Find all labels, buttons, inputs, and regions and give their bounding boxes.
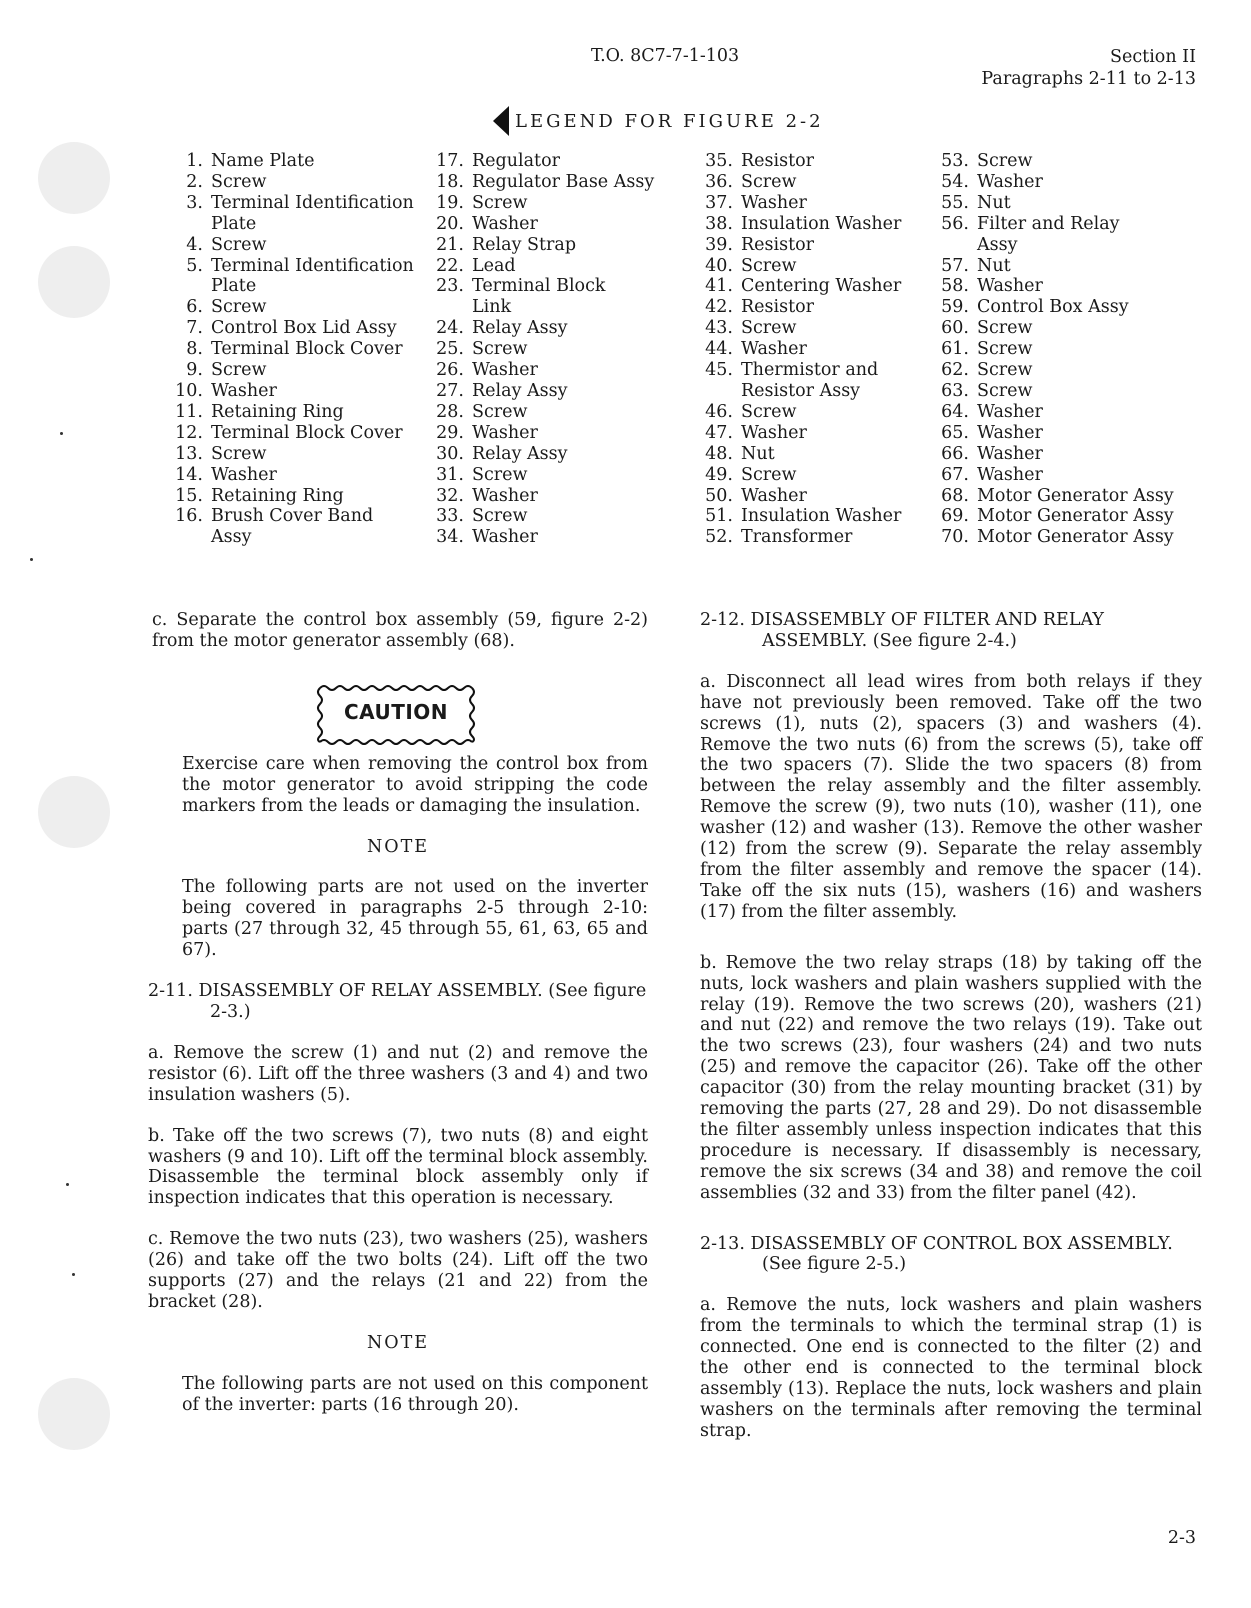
legend-item [170, 527, 414, 548]
legend-item-number: 3. [186, 192, 203, 213]
legend-item [700, 193, 901, 214]
legend-item-number [700, 381, 733, 402]
legend-item-label: Washer [741, 485, 807, 506]
legend-item-label: Washer [741, 192, 807, 213]
legend-column [431, 151, 654, 548]
legend-item [700, 444, 901, 465]
legend-item [431, 256, 654, 277]
paragraph: b. Take off the two screws (7), two nuts (8) and eight washers (9 and 10). Lift off the terminal block assembly. Disassemble the terminal block assembly only if inspection indicates that this operation is necessary. [148, 1125, 648, 1209]
legend-item-label: Assy [211, 527, 252, 548]
legend-item-label: Screw [472, 192, 528, 213]
legend-item [170, 402, 414, 423]
legend-item-number: 6. [186, 297, 203, 318]
legend-item-label: Screw [977, 360, 1033, 381]
legend-item [936, 465, 1174, 486]
legend-column [936, 151, 1174, 548]
legend-item [700, 235, 901, 256]
section-header [981, 46, 1196, 90]
legend-item-number: 32. [436, 485, 464, 506]
legend-item-number: 18. [436, 171, 464, 192]
legend-item-label: Relay Assy [472, 443, 568, 464]
legend-item-label: Screw [977, 318, 1033, 339]
legend-item-number: 30. [436, 443, 464, 464]
legend-item-number: 11. [175, 401, 203, 422]
legend-item-label: Name Plate [211, 151, 315, 171]
legend-item [170, 256, 414, 277]
legend-item-label: Terminal Identification [211, 192, 414, 213]
legend-item-number: 54. [941, 171, 969, 192]
legend-item [431, 360, 654, 381]
legend-item-number: 68. [941, 485, 969, 506]
note-title: NOTE [366, 1332, 430, 1353]
legend-item [700, 256, 901, 277]
legend-item [936, 381, 1174, 402]
note-text: The following parts are not used on the inverter being covered in paragraphs 2-5 through 2-10: parts (27 through 32, 45 through 55, 61, 63, 65 and 67). [182, 877, 648, 961]
legend-item-label: Resistor [741, 151, 815, 171]
legend-item-number: 40. [705, 255, 733, 276]
legend-item [936, 235, 1174, 256]
legend-item-label: Insulation Washer [741, 506, 902, 527]
legend-item [700, 381, 901, 402]
legend-item-label: Washer [977, 401, 1043, 422]
legend-item [936, 506, 1174, 527]
legend-item-number: 10. [175, 380, 203, 401]
legend-item-number: 34. [436, 527, 464, 548]
legend-item [170, 444, 414, 465]
section-heading-2-12: 2-12. DISASSEMBLY OF FILTER AND RELAY ASSEMBLY. (See figure 2-4.) [700, 610, 1104, 651]
legend-item-number: 45. [705, 360, 733, 381]
legend-item [431, 402, 654, 423]
legend-item-number: 15. [175, 485, 203, 506]
legend-item [170, 486, 414, 507]
legend-item [170, 465, 414, 486]
legend-item-label: Washer [472, 527, 538, 548]
legend-item-number: 8. [186, 339, 203, 360]
legend-item-number: 46. [705, 401, 733, 422]
paragraph: a. Remove the nuts, lock washers and plain washers from the terminals to which the terminal strap (1) is connected. One end is connected to the filter (2) and the other end is connected to the terminal block assembly (13). Replace the nuts, lock washers and plain washers on the terminals after removing the terminal strap. [700, 1295, 1202, 1441]
legend-item-label: Control Box Lid Assy [211, 318, 397, 339]
legend-item [431, 339, 654, 360]
legend-item-label: Screw [472, 506, 528, 527]
legend-item-number [170, 276, 203, 297]
legend-item-number: 31. [436, 464, 464, 485]
legend-column [170, 151, 414, 548]
legend-item [431, 381, 654, 402]
legend-item-label: Terminal Block [472, 276, 606, 297]
legend-item [170, 214, 414, 235]
legend-item-number: 5. [186, 255, 203, 276]
legend-item-number: 35. [705, 151, 733, 171]
legend-item-number: 23. [436, 276, 464, 297]
legend-item-label: Brush Cover Band [211, 506, 374, 527]
legend-item-label: Screw [472, 401, 528, 422]
legend-item-label: Lead [472, 255, 516, 276]
legend-item-number: 27. [436, 380, 464, 401]
legend-column [700, 151, 901, 548]
left-column [148, 610, 648, 1416]
legend-item [431, 214, 654, 235]
legend-item [170, 297, 414, 318]
legend-item-number: 44. [705, 339, 733, 360]
punch-hole [38, 776, 110, 848]
legend-item-label: Washer [472, 360, 538, 381]
legend-item [936, 444, 1174, 465]
legend-item-label: Retaining Ring [211, 401, 344, 422]
legend-item [431, 506, 654, 527]
legend-item-number [170, 214, 203, 235]
legend-item-label: Screw [211, 171, 267, 192]
legend-item-label: Motor Generator Assy [977, 506, 1174, 527]
legend-item [700, 151, 901, 172]
legend-item [700, 486, 901, 507]
legend-item-number: 65. [941, 422, 969, 443]
legend-item-number: 47. [705, 422, 733, 443]
legend-item-label: Regulator [472, 151, 560, 171]
legend-item-number [170, 527, 203, 548]
legend-item-label: Screw [977, 380, 1033, 401]
legend-item-number: 28. [436, 401, 464, 422]
legend-item [431, 318, 654, 339]
legend-item-number: 50. [705, 485, 733, 506]
legend-item-label: Washer [977, 443, 1043, 464]
legend-item [170, 423, 414, 444]
legend-item-label: Regulator Base Assy [472, 171, 655, 192]
legend-item-number: 51. [705, 506, 733, 527]
legend-item-label: Washer [472, 485, 538, 506]
legend-item-label: Terminal Block Cover [211, 339, 403, 360]
legend-item-label: Filter and Relay [977, 213, 1120, 234]
legend-item-label: Assy [977, 234, 1018, 255]
legend-item-number [431, 297, 464, 318]
legend-item [431, 151, 654, 172]
paragraph: a. Remove the screw (1) and nut (2) and remove the resistor (6). Lift off the three washers (3 and 4) and two insulation washers (5). [148, 1042, 648, 1105]
caution-box [316, 682, 476, 748]
legend-item-label: Link [472, 297, 512, 318]
legend-item [936, 402, 1174, 423]
legend-item [170, 360, 414, 381]
legend-item [431, 297, 654, 318]
legend-item-number: 60. [941, 318, 969, 339]
legend-item-label: Thermistor and [741, 360, 879, 381]
legend-item-number: 21. [436, 234, 464, 255]
legend-item-label: Screw [211, 443, 267, 464]
legend-item-label: Washer [977, 171, 1043, 192]
legend-item [170, 276, 414, 297]
legend-item [431, 465, 654, 486]
legend-item [700, 172, 901, 193]
legend-item-label: Washer [211, 464, 277, 485]
legend-item-label: Plate [211, 213, 257, 234]
legend-item-number: 49. [705, 464, 733, 485]
legend-item-number: 22. [436, 255, 464, 276]
legend-item-label: Insulation Washer [741, 213, 902, 234]
legend-item [936, 193, 1174, 214]
legend-item-label: Centering Washer [741, 276, 902, 297]
legend-item-number: 17. [436, 151, 464, 171]
paragraph: c. Separate the control box assembly (59, figure 2-2) from the motor generator assembly (68). [152, 610, 648, 651]
legend-item-label: Washer [741, 339, 807, 360]
legend-item [936, 276, 1174, 297]
legend-item [170, 339, 414, 360]
legend-item-number: 63. [941, 380, 969, 401]
legend-item-label: Washer [977, 422, 1043, 443]
legend-item-number: 66. [941, 443, 969, 464]
legend-item [170, 506, 414, 527]
legend-item-label: Washer [472, 213, 538, 234]
scan-speck [72, 1273, 75, 1276]
legend-item-number: 25. [436, 339, 464, 360]
legend-item [431, 276, 654, 297]
legend-item-number: 64. [941, 401, 969, 422]
legend-item-label: Screw [211, 360, 267, 381]
legend-item-number: 7. [186, 318, 203, 339]
legend-item-label: Screw [741, 401, 797, 422]
legend-item-number: 13. [175, 443, 203, 464]
legend-item-number: 1. [186, 151, 203, 171]
legend-item [700, 297, 901, 318]
legend-item-number: 16. [175, 506, 203, 527]
legend-item [431, 193, 654, 214]
legend-item-label: Washer [211, 380, 277, 401]
legend-item-number [936, 235, 969, 256]
legend-item-number: 61. [941, 339, 969, 360]
legend-item-number: 69. [941, 506, 969, 527]
section-label: Section II [1110, 47, 1196, 67]
legend-item [431, 172, 654, 193]
legend-item-number: 37. [705, 192, 733, 213]
legend-item [700, 276, 901, 297]
legend-item [936, 318, 1174, 339]
legend-item-label: Washer [472, 422, 538, 443]
legend-item-number: 2. [186, 171, 203, 192]
change-bar-arrow-icon [493, 106, 509, 136]
legend-item-number: 59. [941, 297, 969, 318]
legend-item [431, 444, 654, 465]
legend-item [936, 151, 1174, 172]
legend-item-label: Resistor [741, 234, 815, 255]
punch-hole [38, 142, 110, 214]
legend-item-label: Screw [472, 339, 528, 360]
legend-item-number: 41. [705, 276, 733, 297]
section-heading-2-11: 2-11. DISASSEMBLY OF RELAY ASSEMBLY. (See figure 2-3.) [148, 981, 647, 1022]
legend-item-label: Screw [211, 234, 267, 255]
legend-item-number: 55. [941, 192, 969, 213]
legend-item-number: 24. [436, 318, 464, 339]
legend-item-number: 36. [705, 171, 733, 192]
caution-label: CAUTION [343, 699, 449, 724]
legend-item-label: Washer [977, 464, 1043, 485]
right-column [700, 610, 1202, 1442]
legend-item-label: Retaining Ring [211, 485, 344, 506]
paragraph: a. Disconnect all lead wires from both relays if they have not previously been removed. Take off the two screws (1), nuts (2), spacers (3) and washers (4). Remove the two nuts (6) from the screws (5), take off the two spacers (7). Slide the two spacers (8) from between the relay assembly and the filter assembly. Remove the screw (9), two nuts (10), washer (11), one washer (12) and washer (13). Remove the other washer (12) from the screw (9). Separate the relay assembly from the filter assembly and remove the spacer (14). Take off the six nuts (15), washers (16) and washers (17) from the filter assembly. [700, 671, 1202, 922]
legend-item-label: Screw [741, 464, 797, 485]
legend-item-number: 43. [705, 318, 733, 339]
legend-item-label: Terminal Block Cover [211, 422, 403, 443]
legend-item [700, 402, 901, 423]
legend-item [936, 527, 1174, 548]
legend-item-label: Relay Assy [472, 318, 568, 339]
legend-item-number: 38. [705, 213, 733, 234]
page-number: 2-3 [1167, 1528, 1196, 1548]
punch-hole [38, 1378, 110, 1450]
section-heading-2-13: 2-13. DISASSEMBLY OF CONTROL BOX ASSEMBLY. (See figure 2-5.) [700, 1233, 1173, 1275]
legend-item [700, 506, 901, 527]
legend-item [700, 339, 901, 360]
legend-item-number: 52. [705, 527, 733, 548]
legend-item-label: Plate [211, 276, 257, 297]
legend-item [700, 214, 901, 235]
legend-item-label: Nut [977, 255, 1011, 276]
legend-item-number: 42. [705, 297, 733, 318]
legend-item-label: Screw [211, 297, 267, 318]
legend-item-number: 29. [436, 422, 464, 443]
legend-item-label: Screw [977, 151, 1033, 171]
legend-item-number: 67. [941, 464, 969, 485]
legend-item-label: Screw [472, 464, 528, 485]
legend-item-label: Relay Strap [472, 234, 577, 255]
legend-item-number: 57. [941, 255, 969, 276]
legend-item-label: Screw [741, 318, 797, 339]
legend-item [431, 486, 654, 507]
legend-item-label: Resistor [741, 297, 815, 318]
legend-item-number: 20. [436, 213, 464, 234]
legend-item-label: Screw [977, 339, 1033, 360]
legend-item [936, 172, 1174, 193]
legend-item [936, 423, 1174, 444]
legend-item-label: Screw [741, 171, 797, 192]
legend-item [431, 527, 654, 548]
legend-item [431, 423, 654, 444]
paragraphs-label: Paragraphs 2-11 to 2-13 [981, 69, 1196, 89]
scan-speck [66, 1183, 69, 1186]
legend-item-label: Nut [741, 443, 775, 464]
legend-item-number: 19. [436, 192, 464, 213]
legend-item [700, 423, 901, 444]
legend-item-number: 58. [941, 276, 969, 297]
note-text: The following parts are not used on this component of the inverter: parts (16 through 20). [182, 1373, 648, 1415]
legend-item [936, 214, 1174, 235]
legend-item-number: 62. [941, 360, 969, 381]
legend-item [700, 465, 901, 486]
legend-item-label: Screw [741, 255, 797, 276]
legend-item-number: 39. [705, 234, 733, 255]
legend-item-label: Motor Generator Assy [977, 485, 1174, 506]
legend-item-label: Terminal Identification [211, 255, 414, 276]
scan-speck [30, 558, 33, 561]
legend-item [936, 256, 1174, 277]
legend-item [170, 235, 414, 256]
legend-item [170, 172, 414, 193]
legend-item [431, 235, 654, 256]
to-number: T.O. 8C7-7-1-103 [591, 46, 740, 66]
legend-item-number: 9. [186, 360, 203, 381]
legend-item-label: Transformer [741, 527, 853, 548]
legend-item [170, 318, 414, 339]
legend-title-text: LEGEND FOR FIGURE 2-2 [515, 110, 824, 132]
legend-item-label: Control Box Assy [977, 297, 1129, 318]
legend-item-number: 70. [941, 527, 969, 548]
paragraph: c. Remove the two nuts (23), two washers (25), washers (26) and take off the two bolts (24). Lift off the two supports (27) and the relays (21 and 22) from the bracket (28). [148, 1229, 648, 1312]
legend-item-number: 26. [436, 360, 464, 381]
legend-item-label: Motor Generator Assy [977, 527, 1174, 548]
legend-item-number: 48. [705, 443, 733, 464]
legend-item [936, 486, 1174, 507]
legend-item [936, 339, 1174, 360]
legend-item-number: 56. [941, 213, 969, 234]
legend-title [493, 106, 824, 136]
legend-item [170, 193, 414, 214]
legend-item-label: Washer [741, 422, 807, 443]
legend-item [170, 151, 414, 172]
legend-item-number: 14. [175, 464, 203, 485]
legend-item-number: 33. [436, 506, 464, 527]
legend-item [700, 360, 901, 381]
legend-item-number: 12. [175, 422, 203, 443]
paragraph: b. Remove the two relay straps (18) by taking off the nuts, lock washers and plain washers supplied with the relay (19). Remove the two screws (20), washers (21) and nut (22) and remove the two relays (19). Take out the two screws (23), four washers (24) and two nuts (25) and remove the capacitor (26). Take off the other capacitor (30) from the relay mounting bracket (31) by removing the parts (27, 28 and 29). Do not disassemble the filter assembly unless inspection indicates that this procedure is necessary. If disassembly is necessary, remove the six screws (34 and 38) and remove the coil assemblies (32 and 33) from the filter panel (42). [700, 952, 1202, 1203]
legend-item [936, 360, 1174, 381]
legend-item-label: Nut [977, 192, 1011, 213]
caution-text: Exercise care when removing the control box from the motor generator to avoid stripping the code markers from the leads or damaging the insulation. [182, 753, 648, 816]
legend-item [936, 297, 1174, 318]
legend-item-number: 53. [941, 151, 969, 171]
legend-item [700, 318, 901, 339]
punch-hole [38, 246, 110, 318]
legend-item [700, 527, 901, 548]
note-title: NOTE [366, 836, 430, 857]
legend-item-number: 4. [186, 234, 203, 255]
scan-speck [60, 432, 63, 435]
legend-item-label: Washer [977, 276, 1043, 297]
legend-item-label: Relay Assy [472, 380, 568, 401]
legend-item [170, 381, 414, 402]
legend-item-label: Resistor Assy [741, 380, 861, 401]
